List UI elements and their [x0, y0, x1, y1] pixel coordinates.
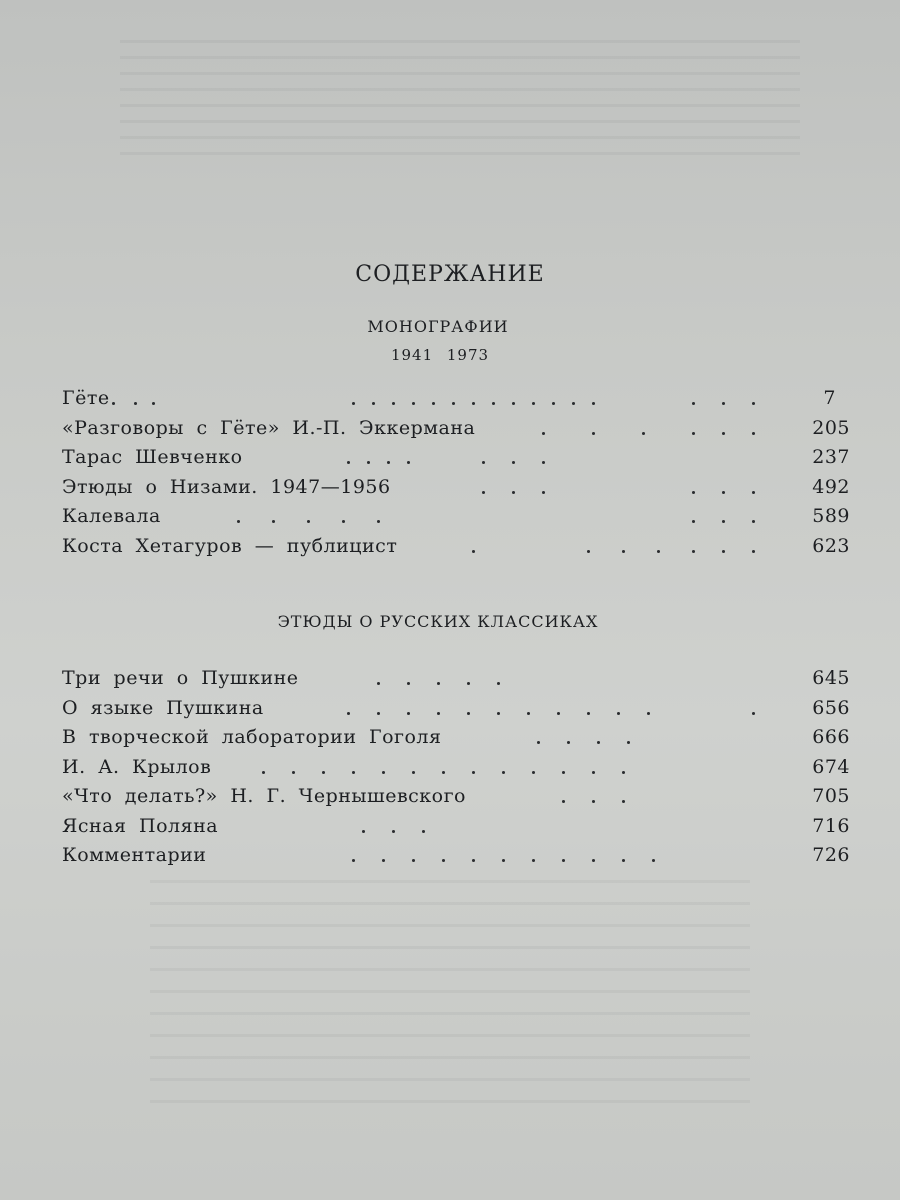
toc-entry[interactable] [62, 384, 850, 414]
toc-entry-page: 656 [812, 696, 850, 719]
leader-dot [382, 771, 385, 774]
leader-dot [412, 859, 415, 862]
leader-dot [532, 402, 535, 405]
leader-dot [262, 771, 265, 774]
toc-entry-title: Этюды о Низами. 1947—1956 [62, 475, 391, 498]
toc-entry-page: 623 [812, 534, 850, 557]
leader-dot [322, 771, 325, 774]
leader-dot [377, 520, 380, 523]
toc-entry[interactable] [62, 414, 850, 444]
leader-dot [392, 402, 395, 405]
toc-entry-title: Калевала [62, 505, 161, 527]
leader-dot [592, 432, 595, 435]
toc-entry[interactable] [62, 723, 850, 753]
leader-dot [562, 771, 565, 774]
leader-dot [112, 402, 115, 405]
leader-dot [527, 712, 530, 715]
toc-entry-title: Три речи о Пушкине [62, 667, 299, 689]
leader-dot [134, 402, 137, 405]
leader-dot [412, 771, 415, 774]
leader-dot [562, 859, 565, 862]
leader-dot [482, 461, 485, 464]
leader-dot [692, 520, 695, 523]
toc-entry-page: 492 [812, 475, 850, 498]
leader-dot [542, 461, 545, 464]
leader-dot [392, 830, 395, 833]
toc-entry[interactable] [62, 473, 850, 503]
leader-dot [622, 771, 625, 774]
leader-dot [587, 550, 590, 553]
toc-entry[interactable] [62, 694, 850, 724]
toc-entry-page: 205 [812, 416, 850, 439]
leader-dot [472, 402, 475, 405]
leader-dot [562, 800, 565, 803]
leader-dot [432, 402, 435, 405]
bleed-through-top [120, 40, 800, 160]
section-heading-monographs: МОНОГРАФИИ [367, 317, 509, 336]
leader-dot [617, 712, 620, 715]
leader-dot [592, 800, 595, 803]
toc-list-monographs [62, 384, 850, 561]
leader-dot [587, 712, 590, 715]
leader-dot [692, 402, 695, 405]
leader-dot [652, 859, 655, 862]
leader-dot [532, 771, 535, 774]
leader-dot [512, 461, 515, 464]
leader-dot [372, 402, 375, 405]
leader-dot [437, 712, 440, 715]
leader-dot [722, 432, 725, 435]
leader-dot [752, 550, 755, 553]
toc-list-russian-classics [62, 664, 850, 871]
leader-dot [347, 712, 350, 715]
leader-dot [542, 432, 545, 435]
leader-dot [422, 830, 425, 833]
leader-dot [442, 859, 445, 862]
leader-dot [472, 771, 475, 774]
leader-dot [642, 432, 645, 435]
leader-dot [502, 771, 505, 774]
leader-dot [367, 461, 370, 464]
toc-entry-title: Комментарии [62, 844, 207, 866]
leader-dot [412, 402, 415, 405]
leader-dot [237, 520, 240, 523]
leader-dot [292, 771, 295, 774]
toc-entry[interactable] [62, 782, 850, 812]
leader-dot [492, 402, 495, 405]
leader-dot [502, 859, 505, 862]
leader-dot [387, 461, 390, 464]
toc-entry-page: 237 [812, 446, 850, 468]
leader-dot [532, 859, 535, 862]
toc-entry-page: 705 [812, 785, 850, 807]
leader-dot [342, 520, 345, 523]
leader-dot [542, 491, 545, 494]
toc-entry[interactable] [62, 502, 850, 532]
leader-dot [592, 859, 595, 862]
page-title: СОДЕРЖАНИЕ [355, 262, 545, 287]
toc-entry[interactable] [62, 443, 850, 473]
leader-dot [307, 520, 310, 523]
leader-dot [647, 712, 650, 715]
leader-dot [352, 402, 355, 405]
leader-dot [592, 402, 595, 405]
leader-dot [622, 859, 625, 862]
leader-dot [482, 491, 485, 494]
leader-dot [362, 830, 365, 833]
leader-dot [552, 402, 555, 405]
leader-dot [407, 712, 410, 715]
leader-dot [437, 682, 440, 685]
leader-dot [512, 491, 515, 494]
leader-dot [407, 461, 410, 464]
leader-dot [377, 682, 380, 685]
leader-dot [627, 741, 630, 744]
toc-entry[interactable] [62, 753, 850, 783]
toc-entry-title: «Разговоры с Гёте» И.-П. Эккермана [62, 416, 476, 439]
toc-entry-page: 716 [812, 814, 850, 837]
leader-dot [377, 712, 380, 715]
section-years: 1941 1973 [390, 346, 490, 364]
toc-entry-page: 726 [812, 844, 850, 866]
leader-dot [452, 402, 455, 405]
leader-dot [752, 712, 755, 715]
toc-entry-title: «Что делать?» Н. Г. Чернышевского [62, 785, 466, 807]
leader-dot [272, 520, 275, 523]
leader-dot [722, 491, 725, 494]
leader-dot [382, 859, 385, 862]
toc-entry-page: 645 [812, 667, 850, 689]
leader-dot [557, 712, 560, 715]
leader-dot [597, 741, 600, 744]
toc-entry-title: Тарас Шевченко [62, 446, 243, 468]
leader-dot [442, 771, 445, 774]
leader-dot [657, 550, 660, 553]
leader-dot [692, 432, 695, 435]
toc-entry-page: 7 [823, 387, 836, 409]
leader-dot [692, 550, 695, 553]
toc-entry[interactable] [62, 664, 850, 694]
leader-dot [752, 432, 755, 435]
leader-dot [692, 491, 695, 494]
leader-dot [622, 550, 625, 553]
leader-dot [572, 402, 575, 405]
toc-entry[interactable] [62, 532, 850, 562]
toc-entry-page: 666 [812, 726, 850, 748]
leader-dot [592, 771, 595, 774]
bleed-through-bottom [150, 880, 750, 1120]
leader-dot [152, 402, 155, 405]
leader-dot [497, 712, 500, 715]
leader-dot [472, 859, 475, 862]
toc-entry-title: И. А. Крылов [62, 755, 212, 778]
toc-entry[interactable] [62, 812, 850, 842]
leader-dot [467, 682, 470, 685]
leader-dot [407, 682, 410, 685]
leader-dot [467, 712, 470, 715]
toc-entry-title: В творческой лаборатории Гоголя [62, 726, 442, 748]
leader-dot [722, 520, 725, 523]
leader-dot [472, 550, 475, 553]
leader-dot [722, 402, 725, 405]
leader-dot [352, 771, 355, 774]
toc-entry-page: 674 [812, 755, 850, 778]
leader-dot [537, 741, 540, 744]
leader-dot [567, 741, 570, 744]
leader-dot [752, 520, 755, 523]
leader-dot [752, 491, 755, 494]
section-heading-russian-classics: ЭТЮДЫ О РУССКИХ КЛАССИКАХ [277, 612, 599, 631]
toc-entry-page: 589 [812, 505, 850, 527]
leader-dot [497, 682, 500, 685]
toc-entry-title: Коста Хетагуров — публицист [62, 534, 398, 557]
leader-dot [352, 859, 355, 862]
leader-dot [752, 402, 755, 405]
toc-entry-title: Гёте [62, 387, 110, 409]
leader-dot [512, 402, 515, 405]
toc-entry[interactable] [62, 841, 850, 871]
leader-dot [622, 800, 625, 803]
toc-entry-title: О языке Пушкина [62, 696, 264, 719]
leader-dot [722, 550, 725, 553]
toc-entry-title: Ясная Поляна [62, 814, 219, 837]
leader-dot [347, 461, 350, 464]
